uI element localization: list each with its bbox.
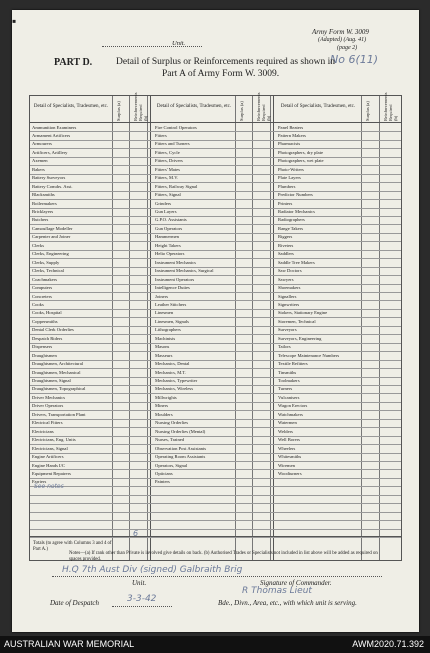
col3-specialist-label: Wagon Erectors [278,403,308,409]
col3-surplus-header: Surplus (a) [365,101,370,121]
col1-specialist-label: Artificers, Artillery [32,149,68,155]
col1-reinf-header: Reinforcements Required (b) [133,92,148,121]
col1-specialist-label: Clerks, Technical [32,268,64,274]
col1-specialist-label: Armament Artificers [32,132,71,138]
col3-specialist-label: Riveters [278,242,294,248]
col3-specialist-label: Plate Layers [278,175,301,181]
col2-specialist-label: Fitters and Turners [155,141,190,147]
col2-specialist-label: Mechanics, Wireless [155,386,193,392]
part-label: PART D. [54,57,93,68]
col2-specialist-label: Gun Operators [155,225,183,231]
col2-specialist-label: G.P.O. Assistants [155,217,187,223]
col2-specialist-label: Height Takers [155,242,181,248]
unit-line-top [102,46,202,47]
col2-specialist-label: Opticians [155,470,173,476]
col3-specialist-label: Tailors [278,344,291,350]
col2-specialist-label: Fitters, Railway Signal [155,183,198,189]
col1-specialist-label: Draughtsmen, Mechanical [32,369,81,375]
col3-specialist-label: Welders [278,428,293,434]
form-page: (page 2) [337,45,358,51]
col1-specialist-label: Concreters [32,293,52,299]
col2-specialist-label: Masseurs [155,352,173,358]
col3-specialist-label: Radiographers [278,217,305,223]
col1-specialist-label: Butchers [32,217,49,223]
col3-specialist-label: Woodturners [278,470,302,476]
col3-specialist-label: Wheelers [278,445,296,451]
col2-specialist-label: Nursing Orderlies [155,420,189,426]
col3-reinf-header: Reinforcements Required (b) [383,92,398,121]
col2-specialist-label: Hammermen [155,234,179,240]
col3-specialist-label: Printers [278,200,293,206]
col3-specialist-label: Wiremen [278,462,295,468]
notes-text: Notes—(a) If rank other than Private is involved give details on back. (b) Authorised Trades or Specialists not included in list above will be added as required on spaces provided. [69,551,378,562]
col1-specialist-label: Bricklayers [32,209,54,214]
col2-specialist-label: Linesmen, Signals [155,318,189,324]
col3-specialist-label: Sawyers [278,276,294,282]
col1-specialist-label: Clerks [32,242,44,248]
col2-surplus-header: Surplus (a) [239,101,244,121]
col3-specialist-label: Signallers [278,293,297,299]
col1-specialist-label: Drivers, Transportation Plant [32,411,86,417]
signature-name: R Thomas Lieut [242,586,312,596]
col3-specialist-label: Pattern Makers [278,132,306,138]
col1-specialist-label: Blacksmiths [32,192,55,198]
col2-specialist-label: Intelligence Duties [155,285,190,291]
col1-specialist-label: Draughtsmen, Architectural [32,361,84,367]
col3-specialist-label: Watchmakers [278,411,303,417]
handwritten-extra-row: See notes [34,483,64,490]
title-line-1: Detail of Surplus or Reinforcements required as shown in [116,57,335,67]
col2-specialist-label: Fitters, Signal [155,192,181,198]
bde-label: Bde., Divn., Area, etc., with which unit is serving. [218,599,357,607]
col1-specialist-label: Farriers [32,479,47,485]
col2-specialist-label: Fitters, M.V. [155,175,179,181]
col2-reinf-header: Reinforcements Required (b) [256,92,271,121]
col1-specialist-label: Battery Comdrs. Asst. [32,183,73,189]
col2-specialist-label: Observation Post Assistants [155,445,207,451]
col3-specialist-label: Photo-Writers [278,166,304,172]
col3-specialist-label: Watermen [278,420,297,426]
col3-specialist-label: Signwriters [278,301,300,307]
col3-specialist-label: Surveyors, Engineering [278,335,322,341]
col1-specialist-label: Electricians [32,428,54,434]
col2-specialist-label: Fitters, Drivers [155,158,183,164]
col1-specialist-label: Dental Clerk Orderlies [32,327,74,333]
col2-specialist-label: Fitters, Cycle [155,149,180,155]
unit-label-footer: Unit. [132,579,147,587]
unit-handwritten: H.Q 7th Aust Div (signed) Galbraith Brig [62,565,243,575]
col3-specialist-label: Textile Refitters [278,361,308,367]
col2-specialist-label: Instrument Mechanics [155,259,196,265]
col3-specialist-label: Stokers, Stationary Engine [278,310,328,316]
col3-specialist-label: Well Borers [278,437,300,443]
col1-specialist-label: Axemen [32,158,48,164]
col3-specialist-label: Tinsmiths [278,369,297,375]
col1-specialist-label: Equipment Repairers [32,470,71,476]
col1-specialist-label: Carpenter and Joiner [32,234,71,240]
col3-specialist-label: Shoemakers [278,285,301,291]
col1-specialist-label: Draughtsmen [32,352,57,358]
col1-specialist-label: Draughtsmen, Topographical [32,386,86,392]
col1-specialist-label: Ammunition Examiners [32,124,77,130]
col1-specialist-label: Coppersmiths [32,318,58,324]
totals-label: Totals (to agree with Columns 3 and 4 of Part A.) [33,541,112,552]
col2-specialist-label: Instrument Mechanics, Surgical [155,268,214,274]
unit-label-top: Unit. [172,40,186,47]
despatch-label: Date of Despatch [50,599,99,607]
col2-specialist-label: Fitters [155,132,167,138]
col1-specialist-label: Engine Hands I/C [32,462,65,468]
col3-specialist-label: Photographers, wet plate [278,158,324,164]
col2-specialist-label: Operating Room Assistants [155,454,206,460]
form-adapted: (Adapted) (Aug. 41) [318,37,367,43]
specialists-table [29,92,402,561]
col2-specialist-label: Nursing Orderlies (Mental) [155,428,206,434]
institution-name: AUSTRALIAN WAR MEMORIAL [4,639,135,649]
col3-specialist-label: Storemen, Technical [278,318,316,324]
col3-specialist-label: Predictor Numbers [278,192,313,198]
col3-specialist-label: Turners [278,386,293,392]
col2-specialist-label: Operators, Signal [155,462,188,468]
col1-specialist-label: Despatch Riders [32,335,63,341]
col1-specialist-label: Clerks, Supply [32,259,60,265]
despatch-date: 3-3-42 [127,594,157,604]
col2-specialist-label: Instrument Operators [155,276,195,282]
col3-specialist-label: Toolmakers [278,378,300,383]
col1-specialist-label: Battery Surveyors [32,175,66,181]
col2-specialist-label: Fire Control Operators [155,124,197,130]
title-line-2: Part A of Army Form W. 3009. [162,69,280,79]
commander-label: Signature of Commander. [260,579,332,587]
col2-specialist-label: Moulders [155,411,173,417]
col1-specialist-label: Computers [32,285,53,291]
col3-specialist-label: Range Takers [278,225,303,231]
form-title: Army Form W. 3009 [312,28,369,36]
col1-specialist-label: Boilermakers [32,200,57,206]
col1-specialist-label: Cooks, Hospital [32,310,62,316]
handwritten-total: 6 [133,529,139,538]
col2-specialist-label: Leather Stitchers [155,301,187,307]
col2-specialist-label: Nurses, Trained [155,437,185,443]
col2-specialist-label: Linesmen [155,310,174,316]
col2-specialist-label: Painters [155,479,170,485]
col3-specialist-label: Pharmacists [278,141,301,147]
col1-specialist-label: Bakers [32,166,45,172]
col1-header: Detail of Specialists, Tradesmen, etc. [33,104,109,109]
col3-specialist-label: Saddlers [278,251,294,257]
col3-specialist-label: Riggers [278,234,293,240]
col2-header: Detail of Specialists, Tradesmen, etc. [156,104,232,109]
col3-specialist-label: Telescope Maintenance Numbers [278,352,340,358]
col2-specialist-label: Fitters' Mates [155,166,180,172]
col3-specialist-label: Whitesmiths [278,454,302,460]
col2-specialist-label: Joiners [155,293,169,299]
col2-specialist-label: Gun Layers [155,209,177,214]
col3-specialist-label: Surveyors [278,327,297,333]
form-sheet [12,10,419,632]
accession-number: AWM2020.71.392 [352,639,424,649]
handwritten-ref: No 6(11) [330,53,379,66]
col1-specialist-label: Driver Mechanics [32,394,66,400]
col1-specialist-label: Electricians, Eng. Units [32,437,76,443]
col2-specialist-label: Mechanics, Typewriter [155,378,198,383]
corner-mark: ▪ [12,14,17,28]
unit-line [52,576,382,577]
col1-surplus-header: Surplus (a) [116,101,121,121]
col3-specialist-label: Photographers, dry plate [278,149,324,155]
col3-specialist-label: Vulcanisers [278,394,300,400]
col3-specialist-label: Radiator Mechanics [278,209,315,214]
col1-specialist-label: Armourers [32,141,52,147]
col2-specialist-label: Mechanics, Dental [155,361,190,367]
col2-specialist-label: Miners [155,403,169,409]
col3-header: Detail of Specialists, Tradesmen, etc. [280,104,356,109]
col2-specialist-label: Lithographers [155,327,181,333]
col2-specialist-label: Millwrights [155,394,177,400]
despatch-line [112,606,172,607]
col1-specialist-label: Electricians, Signal [32,445,68,451]
col1-specialist-label: Cooks [32,301,44,307]
col1-specialist-label: Electrical Fitters [32,420,63,426]
col1-specialist-label: Clerks, Engineering [32,251,69,257]
col1-specialist-label: Draughtsmen, Signal [32,378,71,383]
col3-specialist-label: Saddle Tree Makers [278,259,315,265]
col2-specialist-label: Grinders [155,200,172,206]
col2-specialist-label: Machinists [155,335,176,341]
col2-specialist-label: Mechanics, M.T. [155,369,187,375]
col1-specialist-label: Driver Operators [32,403,64,409]
col2-specialist-label: Helio Operators [155,251,185,257]
credit-bar [0,636,430,653]
col1-specialist-label: Coachmakers [32,276,58,282]
col3-specialist-label: Plumbers [278,183,296,189]
col1-specialist-label: Engine Artificers [32,454,64,460]
col2-specialist-label: Masons [155,344,170,350]
col1-specialist-label: Dispensers [32,344,53,350]
col3-specialist-label: Saw Doctors [278,268,302,274]
col1-specialist-label: Camouflage Modeller [32,225,73,231]
col3-specialist-label: Panel Beaters [278,124,304,130]
